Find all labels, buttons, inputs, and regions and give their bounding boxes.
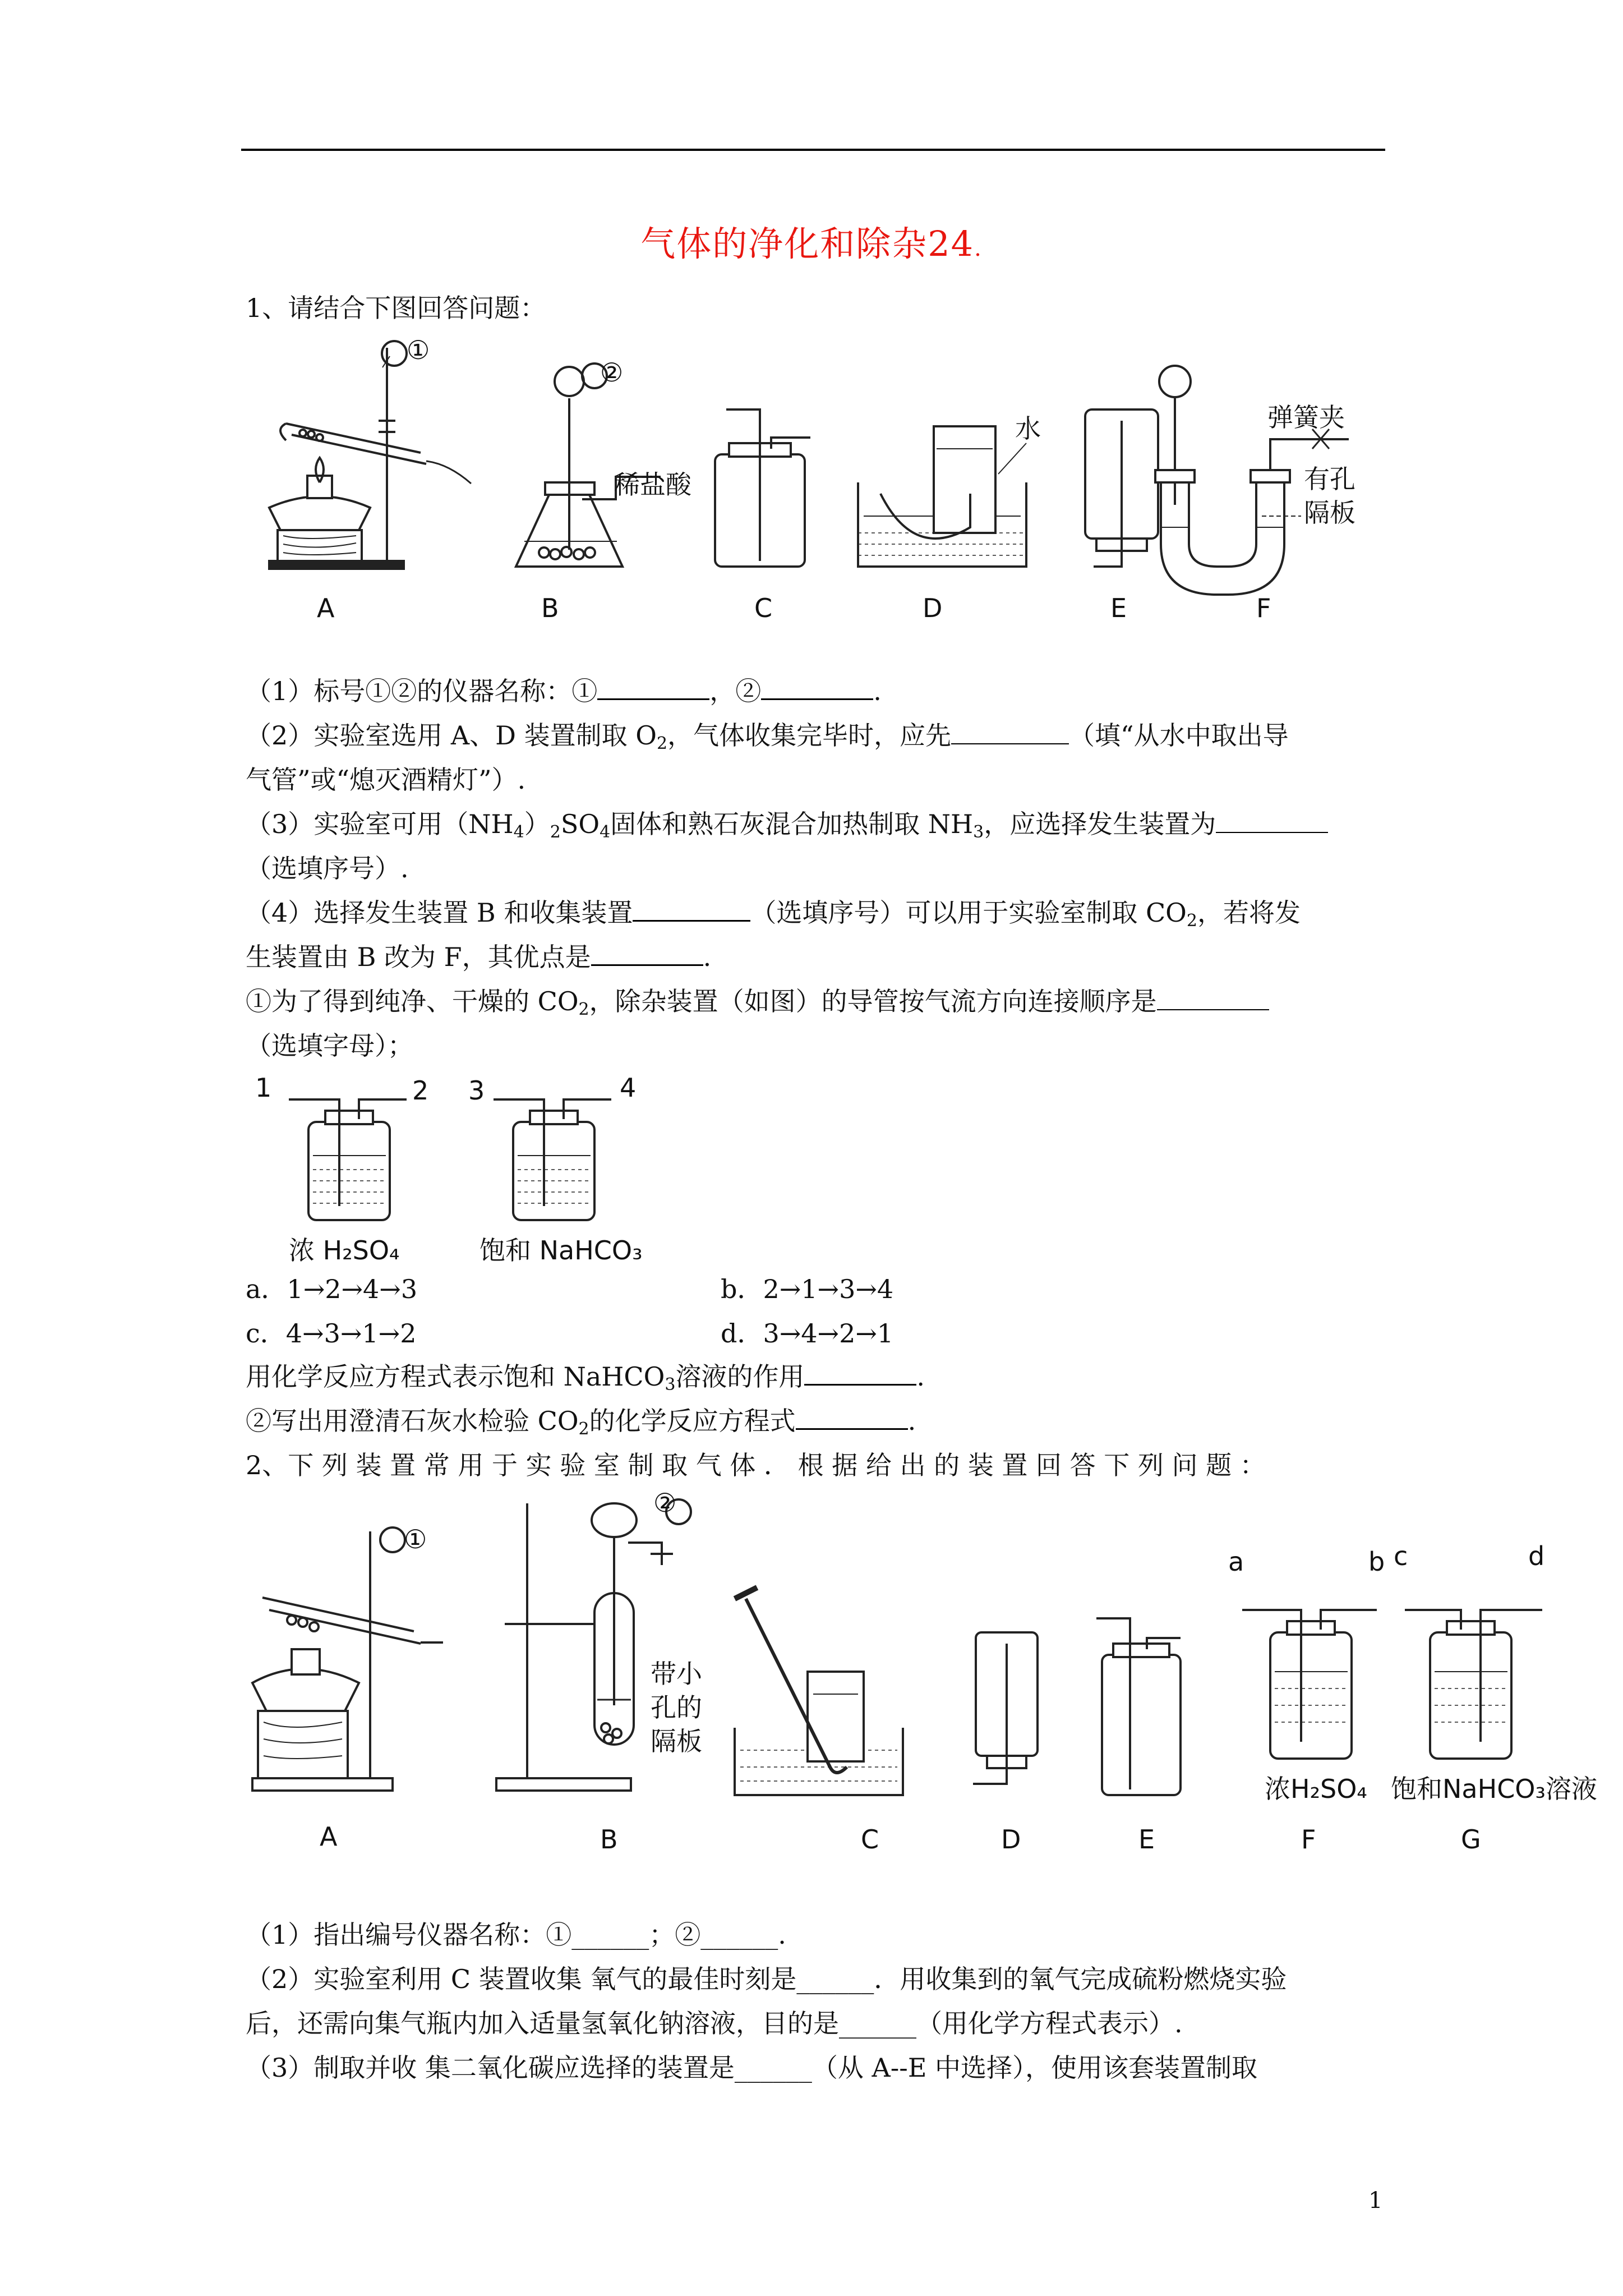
q1-fig-spring-clip-label: 弹簧夹 [1267,402,1345,432]
answer-blank[interactable] [1216,809,1328,833]
q2-sub3: （3）制取并收 集二氧化碳应选择的装置是______（从 A--E 中选择），使用该套装置制取 [246,2053,1258,2083]
q1-limewater-line: ②写出用澄清石灰水检验 $CO_2$的化学反应方程式 . [246,1406,916,1439]
q1-nahco3-equation-line: 用化学反应方程式表示饱和 NaHCO$_3$溶液的作用 . [246,1361,925,1395]
q1-fig-marker1: ① [407,335,430,365]
q1-fig-marker2: ② [600,357,624,388]
answer-blank[interactable] [591,942,703,966]
q2-fig-plate-3: 隔板 [651,1726,702,1756]
q1-fig-water-label: 水 [1015,413,1041,444]
q2-fig-port-d: d [1528,1541,1545,1571]
q2-fig-label-F: F [1301,1824,1316,1855]
q2-fig-port-c: c [1394,1541,1408,1571]
option-a[interactable]: a．1→2→4→3 [246,1274,418,1304]
q2-stem: 2、下 列 装 置 常 用 于 实 验 室 制 取 气 体 ． 根 据 给 出 的 装 置 回 答 下 列 问 题 ： [246,1450,1266,1480]
q2-fig-label-A: A [320,1821,338,1852]
answer-blank[interactable] [951,721,1069,744]
q1-fig-label-E: E [1110,593,1127,623]
bottle-left-label: 浓 H₂SO₄ [289,1235,400,1266]
q1-fig-label-A: A [317,593,335,623]
q1-wash-bottles-figure [247,1066,673,1268]
q1-sub3-line2: （选填序号）. [246,853,409,884]
option-d[interactable]: d．3→4→2→1 [721,1318,894,1349]
q1-fig-plate-label-1: 有孔 [1304,464,1355,494]
q1-sub1: （1）标号①②的仪器名称：① ，② . [246,676,882,706]
answer-blank[interactable] [1157,987,1269,1010]
answer-blank[interactable] [761,676,873,700]
q2-fig-port-a: a [1228,1547,1244,1577]
option-c[interactable]: c．4→3→1→2 [246,1318,417,1349]
q2-fig-plate-2: 孔的 [651,1692,702,1723]
q2-fig-F-text: 浓H₂SO₄ [1265,1774,1367,1804]
bottle-tube-3: 3 [468,1075,485,1106]
q2-fig-label-C: C [861,1824,879,1855]
q2-fig-marker2: ② [653,1488,677,1518]
bottle-tube-2: 2 [412,1075,429,1106]
q2-fig-label-G: G [1461,1824,1481,1855]
q2-fig-G-text: 饱和NaHCO₃溶液 [1391,1774,1597,1804]
answer-blank[interactable] [796,1406,908,1430]
q2-sub1: （1）指出编号仪器名称：①______；②______. [246,1920,786,1950]
q1-stem: 1、请结合下图回答问题： [246,293,546,323]
q1-sub4-1-line2: （选填字母）； [246,1030,413,1061]
q2-figure [236,1487,1615,1862]
bottle-tube-1: 1 [255,1073,272,1103]
q2-fig-label-E: E [1138,1824,1155,1855]
q2-fig-label-B: B [600,1824,618,1855]
q2-fig-marker1: ① [404,1524,427,1554]
q1-sub4-1-line1: ①为了得到纯净、干燥的 $CO_2$，除杂装置（如图）的导管按气流方向连接顺序是 [246,979,1387,1024]
q2-sub2-line1: （2）实验室利用 C 装置收集 氧气的最佳时刻是______．用收集到的氧气完成硫粉燃烧实验 [246,1964,1287,1994]
q1-figure [236,314,1413,628]
q1-fig-label-D: D [923,593,943,623]
q1-sub2-line2: 气管”或“熄灭酒精灯”）. [246,765,526,795]
option-b[interactable]: b．2→1→3→4 [721,1274,894,1304]
q2-fig-port-b: b [1368,1547,1385,1577]
q1-fig-label-B: B [541,593,559,623]
q2-sub2-line2: 后，还需向集气瓶内加入适量氢氧化钠溶液，目的是______（用化学方程式表示）. [246,2008,1183,2039]
q1-sub3-line1: （3）实验室可用$(NH_4)_2SO_4$固体和熟石灰混合加热制取 $NH_3$，应选择发生装置为 [246,802,1387,846]
q1-fig-label-F: F [1256,593,1271,623]
q1-sub4-line2: 生装置由 B 改为 F，其优点是 . [246,942,712,972]
page-title: 气体的净化和除杂24. [640,223,983,264]
q2-fig-plate-1: 带小 [651,1659,702,1689]
q1-fig-hcl-label: 稀盐酸 [614,470,691,500]
header-rule [241,149,1385,151]
q1-sub4-line1: （4）选择发生装置 B 和收集装置 （选填序号）可以用于实验室制取 $CO_2$，若将发 [246,898,1301,931]
q1-fig-label-C: C [754,593,773,623]
bottle-tube-4: 4 [620,1073,637,1103]
q1-sub2-line1: （2）实验室选用 A、D 装置制取 $O_2$，气体收集完毕时，应先 （填“从水中取出导 [246,720,1289,753]
q2-fig-label-D: D [1001,1824,1021,1855]
answer-blank[interactable] [633,898,750,922]
q1-fig-plate-label-2: 隔板 [1304,498,1355,528]
answer-blank[interactable] [804,1361,916,1386]
page-number: 1 [1368,2188,1383,2214]
answer-blank[interactable] [597,676,709,700]
bottle-right-label: 饱和 NaHCO₃ [479,1235,643,1266]
